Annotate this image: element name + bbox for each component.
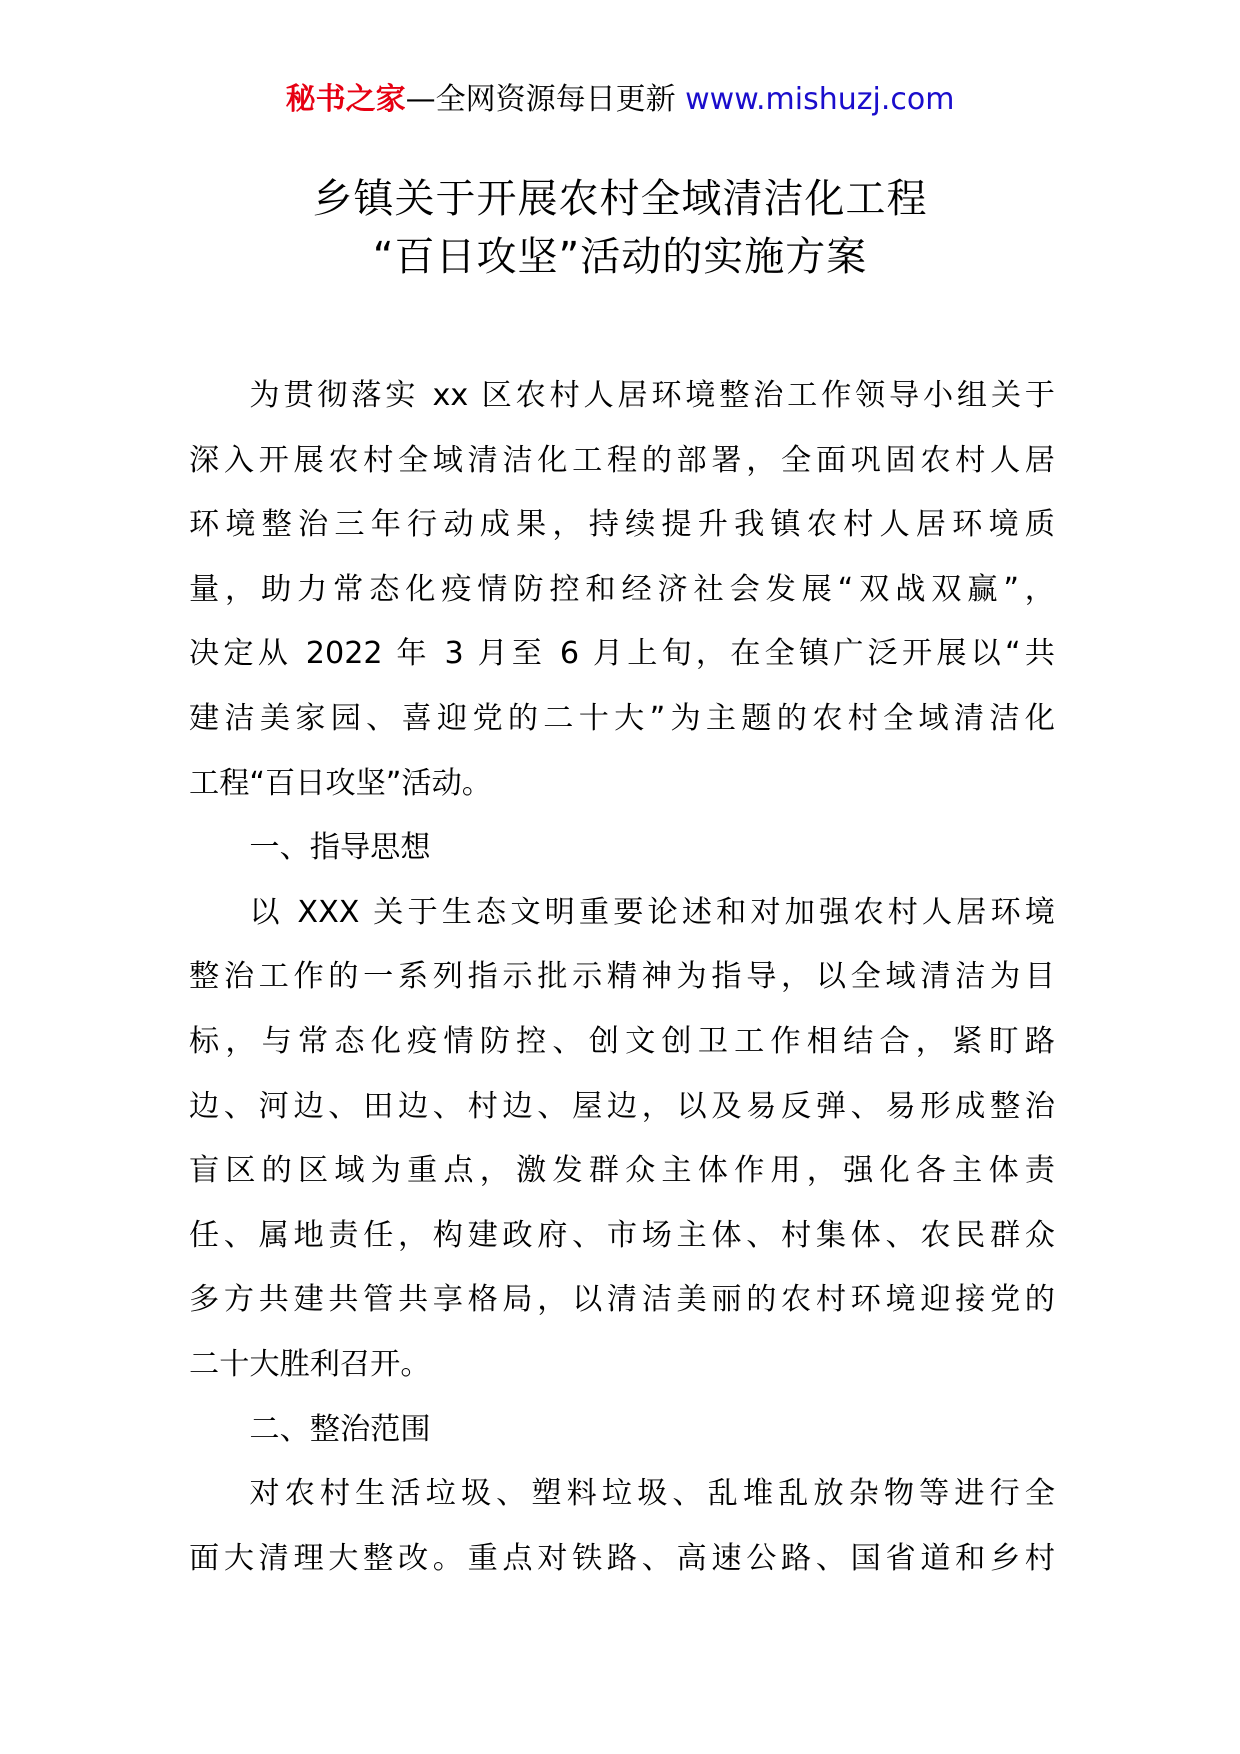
site-url-link[interactable]: www.mishuzj.com	[685, 82, 955, 117]
guiding-thought-paragraph	[189, 881, 1055, 1398]
brand-name: 秘书之家	[285, 82, 406, 117]
text-line: 任、属地责任，构建政府、市场主体、村集体、农民群众	[189, 1217, 1055, 1253]
text-line: 量，助力常态化疫情防控和经济社会发展“双战双赢”，	[189, 571, 1055, 607]
text-line: 工程“百日攻坚”活动。	[189, 765, 492, 801]
document-title	[0, 170, 1240, 286]
text-line: 对农村生活垃圾、塑料垃圾、乱堆乱放杂物等进行全	[249, 1476, 1055, 1512]
text-line: 面大清理大整改。重点对铁路、高速公路、国省道和乡村	[189, 1540, 1055, 1576]
text-line: 标，与常态化疫情防控、创文创卫工作相结合，紧盯路	[189, 1023, 1055, 1059]
text-line: 建洁美家园、喜迎党的二十大”为主题的农村全域清洁化	[189, 700, 1055, 736]
text-line: 深入开展农村全域清洁化工程的部署，全面巩固农村人居	[189, 442, 1055, 478]
heading-text: 二、整治范围	[249, 1411, 431, 1447]
text-line: 环境整治三年行动成果，持续提升我镇农村人居环境质	[189, 507, 1055, 543]
site-slogan: —全网资源每日更新	[405, 82, 676, 117]
document-body	[189, 364, 1055, 1591]
text-line: 多方共建共管共享格局，以清洁美丽的农村环境迎接党的	[189, 1282, 1055, 1318]
site-header	[0, 78, 1240, 122]
section-heading-scope	[189, 1398, 1055, 1463]
text-line: 以 XXX 关于生态文明重要论述和对加强农村人居环境	[249, 894, 1055, 930]
scope-paragraph	[189, 1462, 1055, 1591]
text-line: 为贯彻落实 xx 区农村人居环境整治工作领导小组关于	[249, 378, 1055, 413]
title-line-1: 乡镇关于开展农村全域清洁化工程	[312, 176, 928, 222]
text-line: 边、河边、田边、村边、屋边，以及易反弹、易形成整治	[189, 1088, 1055, 1124]
title-line-2: “百日攻坚”活动的实施方案	[372, 234, 868, 280]
heading-text: 一、指导思想	[249, 830, 431, 866]
text-line: 决定从 2022 年 3 月至 6 月上旬，在全镇广泛开展以“共	[189, 636, 1055, 672]
intro-paragraph	[189, 364, 1055, 816]
section-heading-guiding-thought	[189, 816, 1055, 881]
text-line: 盲区的区域为重点，激发群众主体作用，强化各主体责	[189, 1153, 1055, 1189]
text-line: 整治工作的一系列指示批示精神为指导，以全域清洁为目	[189, 959, 1055, 995]
text-line: 二十大胜利召开。	[189, 1346, 431, 1382]
